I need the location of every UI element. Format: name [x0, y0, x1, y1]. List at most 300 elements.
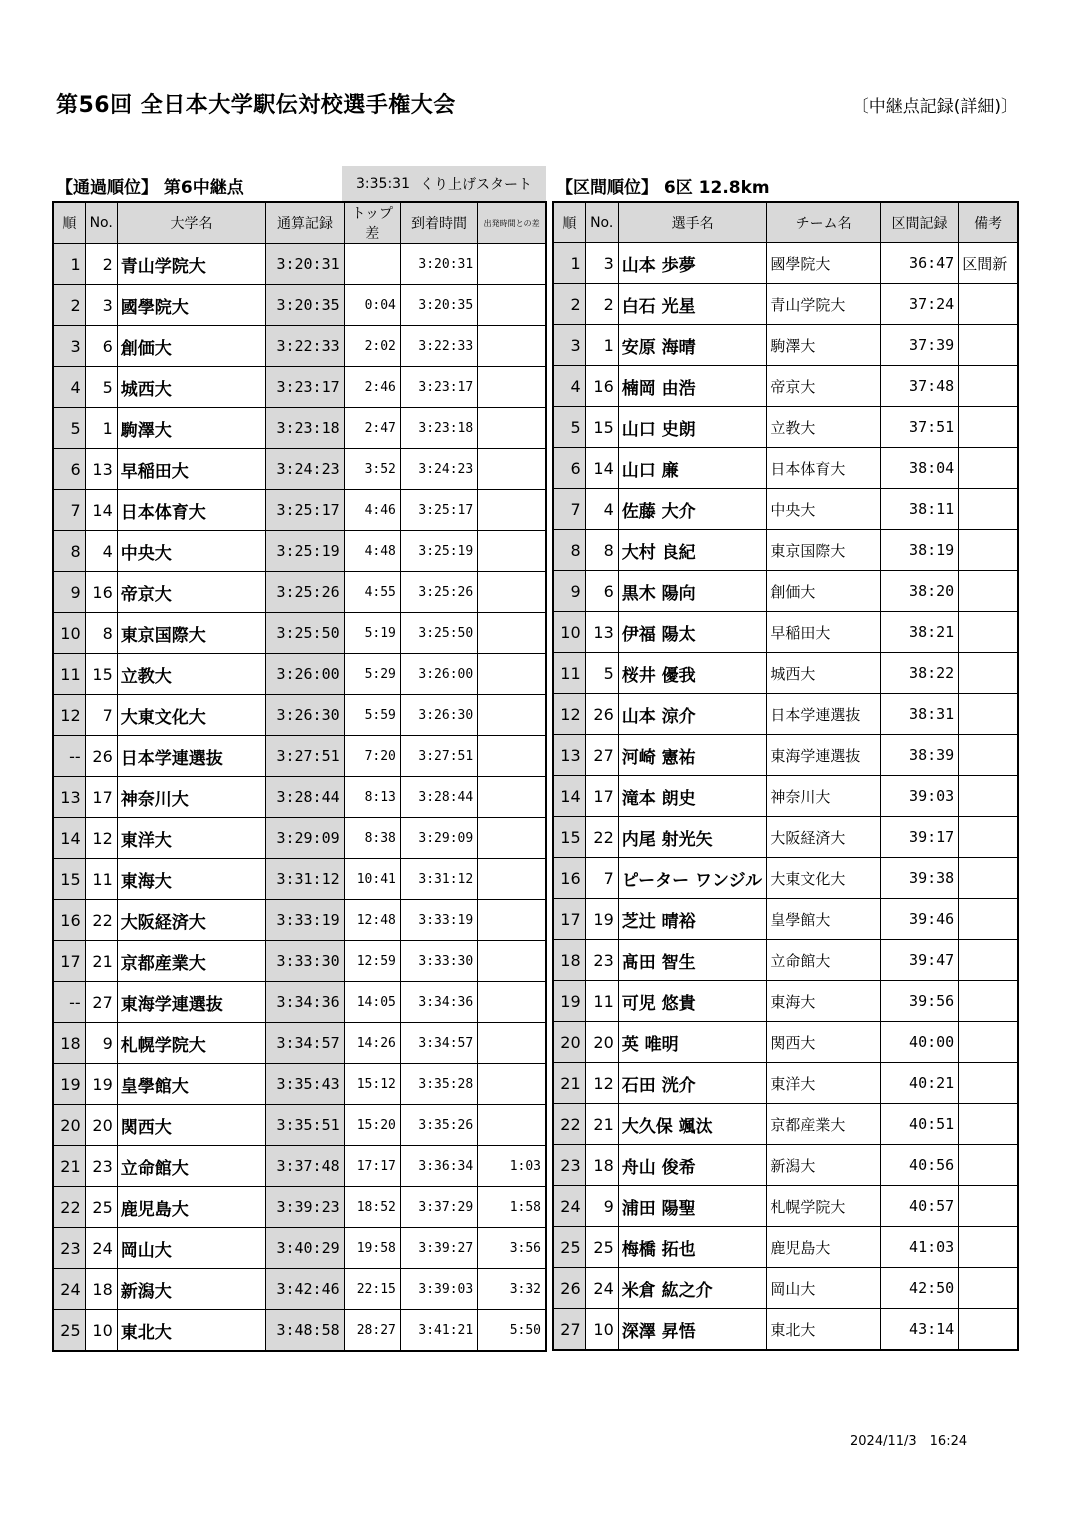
cell-section-time: 39:03 [880, 776, 958, 817]
cell-university: 立命館大 [117, 1146, 266, 1187]
cell-number: 2 [85, 244, 117, 285]
cell-section-time: 38:04 [880, 448, 958, 489]
cell-rank: 18 [53, 1023, 85, 1064]
table-row [553, 489, 1018, 530]
cell-remarks [959, 284, 1018, 325]
cell-departure-diff [478, 695, 546, 736]
cell-runner-name: 山本 涼介 [618, 694, 767, 735]
col-header-section-time: 区間記録 [880, 202, 958, 243]
cell-section-time: 38:39 [880, 735, 958, 776]
cell-gap-to-top: 0:04 [344, 285, 400, 326]
cell-number: 15 [85, 654, 117, 695]
cell-rank: 2 [53, 285, 85, 326]
cell-runner-name: 内尾 射光矢 [618, 817, 767, 858]
cell-departure-diff [478, 613, 546, 654]
table-row [553, 407, 1018, 448]
cell-number: 25 [585, 1227, 618, 1268]
cell-number: 10 [585, 1309, 618, 1351]
cell-university: 神奈川大 [117, 777, 266, 818]
cell-rank: 6 [53, 449, 85, 490]
cell-departure-diff [478, 818, 546, 859]
cell-remarks [959, 1186, 1018, 1227]
cell-total-time: 3:24:23 [266, 449, 344, 490]
table-row [553, 612, 1018, 653]
cell-university: 青山学院大 [117, 244, 266, 285]
table-row [553, 448, 1018, 489]
cell-university: 駒澤大 [117, 408, 266, 449]
cell-team-name: 新潟大 [767, 1145, 880, 1186]
cell-number: 9 [585, 1186, 618, 1227]
cell-arrival-time: 3:39:27 [400, 1228, 477, 1269]
cell-rank: 4 [553, 366, 585, 407]
cell-runner-name: 河崎 憲祐 [618, 735, 767, 776]
cell-number: 8 [585, 530, 618, 571]
col-header-runner: 選手名 [618, 202, 767, 243]
cell-rank: 21 [53, 1146, 85, 1187]
cell-total-time: 3:28:44 [266, 777, 344, 818]
table-row [53, 326, 546, 367]
cell-gap-to-top: 14:26 [344, 1023, 400, 1064]
cell-section-time: 43:14 [880, 1309, 958, 1351]
cell-number: 27 [85, 982, 117, 1023]
table-row [553, 325, 1018, 366]
cell-arrival-time: 3:20:31 [400, 244, 477, 285]
cell-university: 新潟大 [117, 1269, 266, 1310]
cell-total-time: 3:31:12 [266, 859, 344, 900]
cell-departure-diff [478, 244, 546, 285]
cell-section-time: 37:39 [880, 325, 958, 366]
cell-university: 鹿児島大 [117, 1187, 266, 1228]
table-row [53, 818, 546, 859]
cell-number: 2 [585, 284, 618, 325]
cell-runner-name: ピーター ワンジル [618, 858, 767, 899]
table-row [53, 736, 546, 777]
cell-runner-name: 白石 光星 [618, 284, 767, 325]
cell-total-time: 3:39:23 [266, 1187, 344, 1228]
table-row [553, 653, 1018, 694]
cell-arrival-time: 3:28:44 [400, 777, 477, 818]
cell-gap-to-top: 22:15 [344, 1269, 400, 1310]
cell-gap-to-top: 15:20 [344, 1105, 400, 1146]
col-header-rank: 順 [53, 202, 85, 244]
cell-rank: 27 [553, 1309, 585, 1351]
cell-total-time: 3:23:18 [266, 408, 344, 449]
table-row [53, 244, 546, 285]
cell-rank: 23 [53, 1228, 85, 1269]
cell-number: 22 [85, 900, 117, 941]
cell-rank: 19 [53, 1064, 85, 1105]
cell-university: 城西大 [117, 367, 266, 408]
cell-section-time: 40:21 [880, 1063, 958, 1104]
cell-gap-to-top: 7:20 [344, 736, 400, 777]
cell-section-time: 38:21 [880, 612, 958, 653]
cell-rank: 3 [553, 325, 585, 366]
table-row [53, 285, 546, 326]
cell-arrival-time: 3:39:03 [400, 1269, 477, 1310]
cell-departure-diff [478, 1023, 546, 1064]
cell-number: 16 [585, 366, 618, 407]
cell-section-time: 40:57 [880, 1186, 958, 1227]
table-row [53, 777, 546, 818]
cell-arrival-time: 3:27:51 [400, 736, 477, 777]
cell-rank: 3 [53, 326, 85, 367]
table-row [53, 1269, 546, 1310]
cell-gap-to-top: 10:41 [344, 859, 400, 900]
cell-total-time: 3:25:26 [266, 572, 344, 613]
cell-team-name: 駒澤大 [767, 325, 880, 366]
cell-total-time: 3:26:30 [266, 695, 344, 736]
cell-total-time: 3:23:17 [266, 367, 344, 408]
cell-team-name: 東北大 [767, 1309, 880, 1351]
cell-total-time: 3:25:19 [266, 531, 344, 572]
cell-rank: 13 [553, 735, 585, 776]
cell-total-time: 3:40:29 [266, 1228, 344, 1269]
cell-runner-name: 黒木 陽向 [618, 571, 767, 612]
cell-remarks [959, 817, 1018, 858]
cell-rank: 20 [53, 1105, 85, 1146]
relay-start-box [342, 166, 546, 202]
passing-order-body [53, 244, 546, 1352]
cell-number: 14 [85, 490, 117, 531]
cell-gap-to-top: 8:38 [344, 818, 400, 859]
cell-university: 皇學館大 [117, 1064, 266, 1105]
cell-departure-diff [478, 490, 546, 531]
cell-team-name: 東京国際大 [767, 530, 880, 571]
cell-arrival-time: 3:25:50 [400, 613, 477, 654]
cell-departure-diff [478, 982, 546, 1023]
cell-number: 26 [585, 694, 618, 735]
cell-gap-to-top: 28:27 [344, 1310, 400, 1352]
table-row [53, 531, 546, 572]
cell-rank: 14 [553, 776, 585, 817]
cell-arrival-time: 3:35:28 [400, 1064, 477, 1105]
cell-arrival-time: 3:20:35 [400, 285, 477, 326]
cell-section-time: 41:03 [880, 1227, 958, 1268]
cell-number: 21 [85, 941, 117, 982]
cell-runner-name: 可児 悠貴 [618, 981, 767, 1022]
cell-rank: 15 [53, 859, 85, 900]
cell-rank: 14 [53, 818, 85, 859]
cell-remarks [959, 1227, 1018, 1268]
cell-university: 岡山大 [117, 1228, 266, 1269]
cell-total-time: 3:34:36 [266, 982, 344, 1023]
cell-departure-diff [478, 285, 546, 326]
cell-gap-to-top [344, 244, 400, 285]
cell-remarks [959, 776, 1018, 817]
cell-section-time: 37:48 [880, 366, 958, 407]
cell-total-time: 3:35:43 [266, 1064, 344, 1105]
cell-runner-name: 髙田 智生 [618, 940, 767, 981]
cell-university: 大東文化大 [117, 695, 266, 736]
cell-gap-to-top: 15:12 [344, 1064, 400, 1105]
cell-university: 帝京大 [117, 572, 266, 613]
cell-rank: 2 [553, 284, 585, 325]
cell-arrival-time: 3:34:36 [400, 982, 477, 1023]
table-header-row [53, 202, 546, 244]
cell-gap-to-top: 5:19 [344, 613, 400, 654]
cell-remarks [959, 1104, 1018, 1145]
cell-rank: 23 [553, 1145, 585, 1186]
cell-arrival-time: 3:33:19 [400, 900, 477, 941]
cell-runner-name: 大村 良紀 [618, 530, 767, 571]
table-row [53, 982, 546, 1023]
cell-rank: 7 [53, 490, 85, 531]
cell-university: 創価大 [117, 326, 266, 367]
section-ranking-body [553, 243, 1018, 1351]
table-row [553, 899, 1018, 940]
cell-rank: -- [53, 982, 85, 1023]
table-row [553, 735, 1018, 776]
cell-runner-name: 米倉 紘之介 [618, 1268, 767, 1309]
cell-university: 中央大 [117, 531, 266, 572]
cell-total-time: 3:48:58 [266, 1310, 344, 1352]
cell-rank: 22 [53, 1187, 85, 1228]
cell-gap-to-top: 4:55 [344, 572, 400, 613]
cell-gap-to-top: 2:02 [344, 326, 400, 367]
cell-team-name: 皇學館大 [767, 899, 880, 940]
cell-runner-name: 深澤 昇悟 [618, 1309, 767, 1351]
cell-arrival-time: 3:36:34 [400, 1146, 477, 1187]
cell-section-time: 39:47 [880, 940, 958, 981]
cell-total-time: 3:20:31 [266, 244, 344, 285]
cell-departure-diff: 3:32 [478, 1269, 546, 1310]
col-header-rank: 順 [553, 202, 585, 243]
table-row [553, 571, 1018, 612]
cell-departure-diff [478, 572, 546, 613]
page-title: 第56回 全日本大学駅伝対校選手権大会 [56, 93, 456, 118]
cell-arrival-time: 3:22:33 [400, 326, 477, 367]
section-ranking-table [552, 201, 1019, 1351]
table-row [53, 490, 546, 531]
cell-total-time: 3:33:30 [266, 941, 344, 982]
cell-arrival-time: 3:24:23 [400, 449, 477, 490]
cell-runner-name: 英 唯明 [618, 1022, 767, 1063]
cell-number: 1 [85, 408, 117, 449]
col-header-team: チーム名 [767, 202, 880, 243]
table-row [553, 1022, 1018, 1063]
cell-number: 15 [585, 407, 618, 448]
cell-total-time: 3:20:35 [266, 285, 344, 326]
cell-remarks [959, 653, 1018, 694]
table-row [553, 694, 1018, 735]
col-header-university: 大学名 [117, 202, 266, 244]
cell-departure-diff [478, 1105, 546, 1146]
table-row [53, 859, 546, 900]
cell-team-name: 東洋大 [767, 1063, 880, 1104]
cell-arrival-time: 3:25:19 [400, 531, 477, 572]
cell-departure-diff [478, 408, 546, 449]
cell-rank: 11 [553, 653, 585, 694]
cell-team-name: 関西大 [767, 1022, 880, 1063]
col-header-gap-to-top: トップ差 [344, 202, 400, 244]
col-header-departure-diff: 出発時間との差 [478, 202, 546, 244]
cell-university: 日本学連選抜 [117, 736, 266, 777]
table-header-row [553, 202, 1018, 243]
cell-runner-name: 山口 史朗 [618, 407, 767, 448]
cell-remarks [959, 612, 1018, 653]
cell-section-time: 39:46 [880, 899, 958, 940]
cell-university: 日本体育大 [117, 490, 266, 531]
cell-rank: 10 [553, 612, 585, 653]
cell-runner-name: 滝本 朗史 [618, 776, 767, 817]
cell-departure-diff [478, 326, 546, 367]
table-row [553, 817, 1018, 858]
cell-arrival-time: 3:34:57 [400, 1023, 477, 1064]
cell-section-time: 39:56 [880, 981, 958, 1022]
cell-rank: 17 [553, 899, 585, 940]
cell-section-time: 42:50 [880, 1268, 958, 1309]
cell-runner-name: 山本 歩夢 [618, 243, 767, 284]
cell-team-name: 大阪経済大 [767, 817, 880, 858]
cell-rank: 13 [53, 777, 85, 818]
cell-number: 26 [85, 736, 117, 777]
cell-arrival-time: 3:37:29 [400, 1187, 477, 1228]
cell-number: 13 [85, 449, 117, 490]
cell-rank: 24 [553, 1186, 585, 1227]
cell-runner-name: 大久保 颯汰 [618, 1104, 767, 1145]
cell-runner-name: 伊福 陽太 [618, 612, 767, 653]
table-row [53, 941, 546, 982]
cell-university: 東海学連選抜 [117, 982, 266, 1023]
cell-gap-to-top: 19:58 [344, 1228, 400, 1269]
cell-number: 12 [585, 1063, 618, 1104]
cell-number: 18 [585, 1145, 618, 1186]
table-row [53, 1187, 546, 1228]
cell-number: 14 [585, 448, 618, 489]
cell-departure-diff [478, 859, 546, 900]
cell-section-time: 36:47 [880, 243, 958, 284]
cell-university: 京都産業大 [117, 941, 266, 982]
cell-number: 7 [85, 695, 117, 736]
cell-gap-to-top: 14:05 [344, 982, 400, 1023]
cell-number: 20 [85, 1105, 117, 1146]
cell-runner-name: 山口 廉 [618, 448, 767, 489]
cell-remarks [959, 981, 1018, 1022]
cell-total-time: 3:35:51 [266, 1105, 344, 1146]
table-row [53, 695, 546, 736]
cell-rank: 16 [553, 858, 585, 899]
table-row [53, 1146, 546, 1187]
cell-runner-name: 石田 洸介 [618, 1063, 767, 1104]
cell-number: 23 [585, 940, 618, 981]
cell-runner-name: 桜井 優我 [618, 653, 767, 694]
cell-total-time: 3:33:19 [266, 900, 344, 941]
cell-runner-name: 楠岡 由浩 [618, 366, 767, 407]
cell-arrival-time: 3:26:30 [400, 695, 477, 736]
cell-team-name: 神奈川大 [767, 776, 880, 817]
cell-total-time: 3:42:46 [266, 1269, 344, 1310]
cell-number: 16 [85, 572, 117, 613]
relay-start-label: くり上げスタート [419, 177, 532, 193]
cell-section-time: 38:19 [880, 530, 958, 571]
cell-team-name: 日本体育大 [767, 448, 880, 489]
cell-gap-to-top: 12:48 [344, 900, 400, 941]
cell-rank: 7 [553, 489, 585, 530]
cell-gap-to-top: 4:46 [344, 490, 400, 531]
cell-runner-name: 梅橋 拓也 [618, 1227, 767, 1268]
cell-remarks [959, 1022, 1018, 1063]
cell-team-name: 城西大 [767, 653, 880, 694]
cell-number: 27 [585, 735, 618, 776]
table-row [53, 900, 546, 941]
cell-university: 立教大 [117, 654, 266, 695]
cell-section-time: 37:51 [880, 407, 958, 448]
cell-section-time: 37:24 [880, 284, 958, 325]
cell-remarks [959, 1145, 1018, 1186]
cell-number: 5 [85, 367, 117, 408]
cell-gap-to-top: 18:52 [344, 1187, 400, 1228]
cell-rank: -- [53, 736, 85, 777]
cell-rank: 17 [53, 941, 85, 982]
cell-gap-to-top: 4:48 [344, 531, 400, 572]
cell-team-name: 岡山大 [767, 1268, 880, 1309]
cell-rank: 22 [553, 1104, 585, 1145]
cell-rank: 24 [53, 1269, 85, 1310]
cell-gap-to-top: 8:13 [344, 777, 400, 818]
cell-arrival-time: 3:31:12 [400, 859, 477, 900]
cell-section-time: 39:38 [880, 858, 958, 899]
cell-team-name: 青山学院大 [767, 284, 880, 325]
cell-section-time: 38:11 [880, 489, 958, 530]
cell-remarks [959, 858, 1018, 899]
cell-university: 東海大 [117, 859, 266, 900]
col-header-number: No. [85, 202, 117, 244]
cell-number: 6 [85, 326, 117, 367]
cell-total-time: 3:22:33 [266, 326, 344, 367]
cell-rank: 18 [553, 940, 585, 981]
cell-remarks [959, 1063, 1018, 1104]
cell-university: 大阪経済大 [117, 900, 266, 941]
cell-gap-to-top: 12:59 [344, 941, 400, 982]
cell-arrival-time: 3:41:21 [400, 1310, 477, 1352]
section-ranking-heading: 【区間順位】 6区 12.8km [556, 178, 770, 198]
cell-runner-name: 舟山 俊希 [618, 1145, 767, 1186]
cell-university: 東洋大 [117, 818, 266, 859]
cell-number: 4 [585, 489, 618, 530]
cell-remarks [959, 448, 1018, 489]
cell-departure-diff: 5:50 [478, 1310, 546, 1352]
table-row [53, 1310, 546, 1352]
cell-remarks [959, 325, 1018, 366]
cell-remarks [959, 899, 1018, 940]
cell-section-time: 38:22 [880, 653, 958, 694]
cell-rank: 1 [553, 243, 585, 284]
cell-number: 9 [85, 1023, 117, 1064]
col-header-total-time: 通算記録 [266, 202, 344, 244]
cell-departure-diff [478, 654, 546, 695]
cell-arrival-time: 3:29:09 [400, 818, 477, 859]
cell-number: 19 [585, 899, 618, 940]
cell-gap-to-top: 5:59 [344, 695, 400, 736]
cell-team-name: 日本学連選抜 [767, 694, 880, 735]
table-row [53, 613, 546, 654]
cell-departure-diff: 1:58 [478, 1187, 546, 1228]
cell-team-name: 東海学連選抜 [767, 735, 880, 776]
cell-rank: 16 [53, 900, 85, 941]
cell-remarks [959, 735, 1018, 776]
passing-order-table [52, 201, 547, 1352]
cell-arrival-time: 3:26:00 [400, 654, 477, 695]
cell-arrival-time: 3:23:18 [400, 408, 477, 449]
cell-number: 5 [585, 653, 618, 694]
cell-university: 札幌学院大 [117, 1023, 266, 1064]
cell-arrival-time: 3:25:17 [400, 490, 477, 531]
cell-rank: 19 [553, 981, 585, 1022]
table-row [53, 572, 546, 613]
cell-remarks [959, 1268, 1018, 1309]
cell-team-name: 札幌学院大 [767, 1186, 880, 1227]
table-row [553, 981, 1018, 1022]
